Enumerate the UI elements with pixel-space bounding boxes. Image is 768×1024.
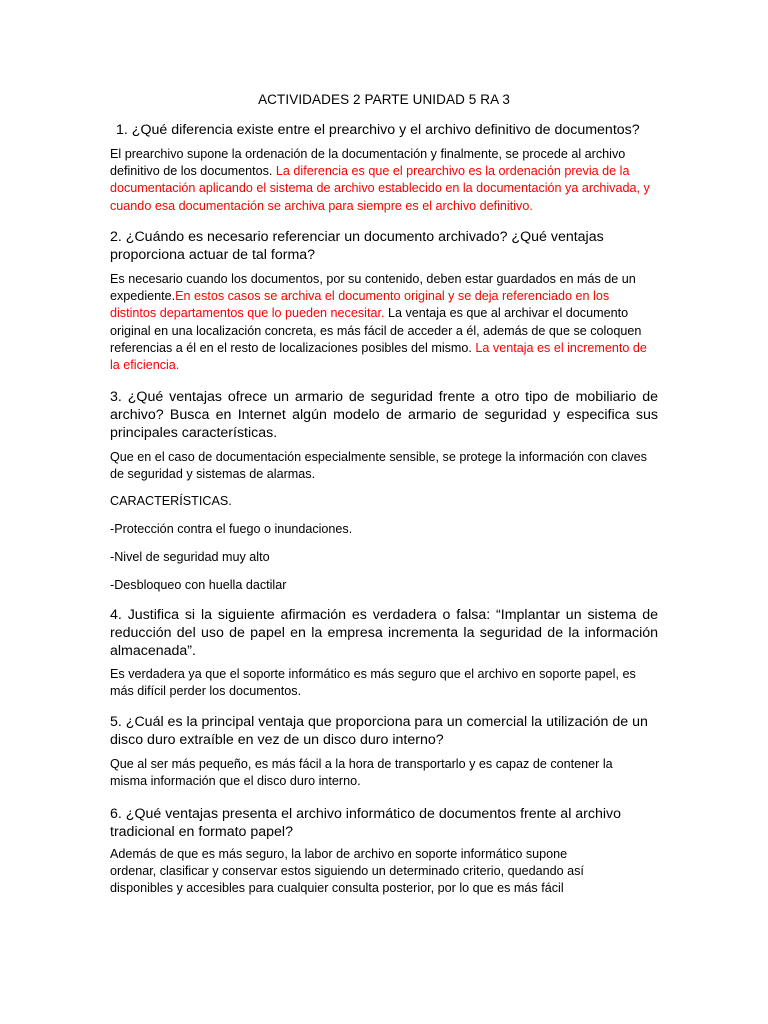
question-6: 6. ¿Qué ventajas presenta el archivo informático de documentos frente al archivo tradicional en formato papel? [110,806,622,840]
answer-1-text: El prearchivo supone la ordenación de la documentación y finalmente, se procede al archivo definitivo de los documentos. [110,147,626,179]
answer-1-highlight: La diferencia es que el prearchivo es la ordenación previa de la documentación aplicando el sistema de archivo establecido en la documentación ya archivada, y cuando esa documentación se archiva para siempre es el archivo definitivo. [110,164,650,213]
answer-2-text-1: Es necesario cuando los documentos, por su contenido, deben estar guardados en más de un expediente. [110,272,636,304]
question-5: 5. ¿Cuál es la principal ventaja que proporciona para un comercial la utilización de un disco duro extraíble en vez de un disco duro interno? [110,714,648,748]
feature-item: -Desbloqueo con huella dactilar [110,578,287,592]
answer-3: Que en el caso de documentación especialmente sensible, se protege la información con claves de seguridad y sistemas de alarmas. [110,450,647,482]
feature-item: -Nivel de seguridad muy alto [110,550,270,564]
question-2: 2. ¿Cuándo es necesario referenciar un documento archivado? ¿Qué ventajas proporciona actuar de tal forma? [110,229,604,263]
answer-2-highlight-1: En estos casos se archiva el documento original y se deja referenciado en los distintos departamentos que lo pueden necesitar. [110,289,610,321]
question-3: 3. ¿Qué ventajas ofrece un armario de seguridad frente a otro tipo de mobiliario de archivo? Busca en Internet algún modelo de armario de seguridad y especifica sus principales características. [110,389,658,441]
answer-2 [110,271,648,374]
question-1: 1. ¿Qué diferencia existe entre el prearchivo y el archivo definitivo de documentos? [116,122,640,138]
feature-item: -Protección contra el fuego o inundaciones. [110,522,353,536]
answer-4: Es verdadera ya que el soporte informático es más seguro que el archivo en soporte papel, es más difícil perder los documentos. [110,667,636,699]
features-heading: CARACTERÍSTICAS. [110,494,232,508]
answer-2-text-2: La ventaja es que al archivar el documento original en una localización concreta, es más fácil de acceder a él, además de que se coloquen referencias a él en el resto de localizaciones posibles del mismo. [110,306,642,355]
answer-5: Que al ser más pequeño, es más fácil a la hora de transportarlo y es capaz de contener la misma información que el disco duro interno. [110,757,613,789]
answer-6: Además de que es más seguro, la labor de archivo en soporte informático supone ordenar, clasificar y conservar estos siguiendo un determinado criterio, quedando así disponibles y accesibles para cualquier consulta posterior, por lo que es más fácil [110,847,584,896]
question-4: 4. Justifica si la siguiente afirmación es verdadera o falsa: “Implantar un sistema de reducción del uso de papel en la empresa incrementa la seguridad de la información almacenada”. [110,607,658,659]
answer-1 [110,146,650,215]
page-title: ACTIVIDADES 2 PARTE UNIDAD 5 RA 3 [258,92,510,107]
answer-2-highlight-2: La ventaja es el incremento de la eficiencia. [110,340,647,373]
